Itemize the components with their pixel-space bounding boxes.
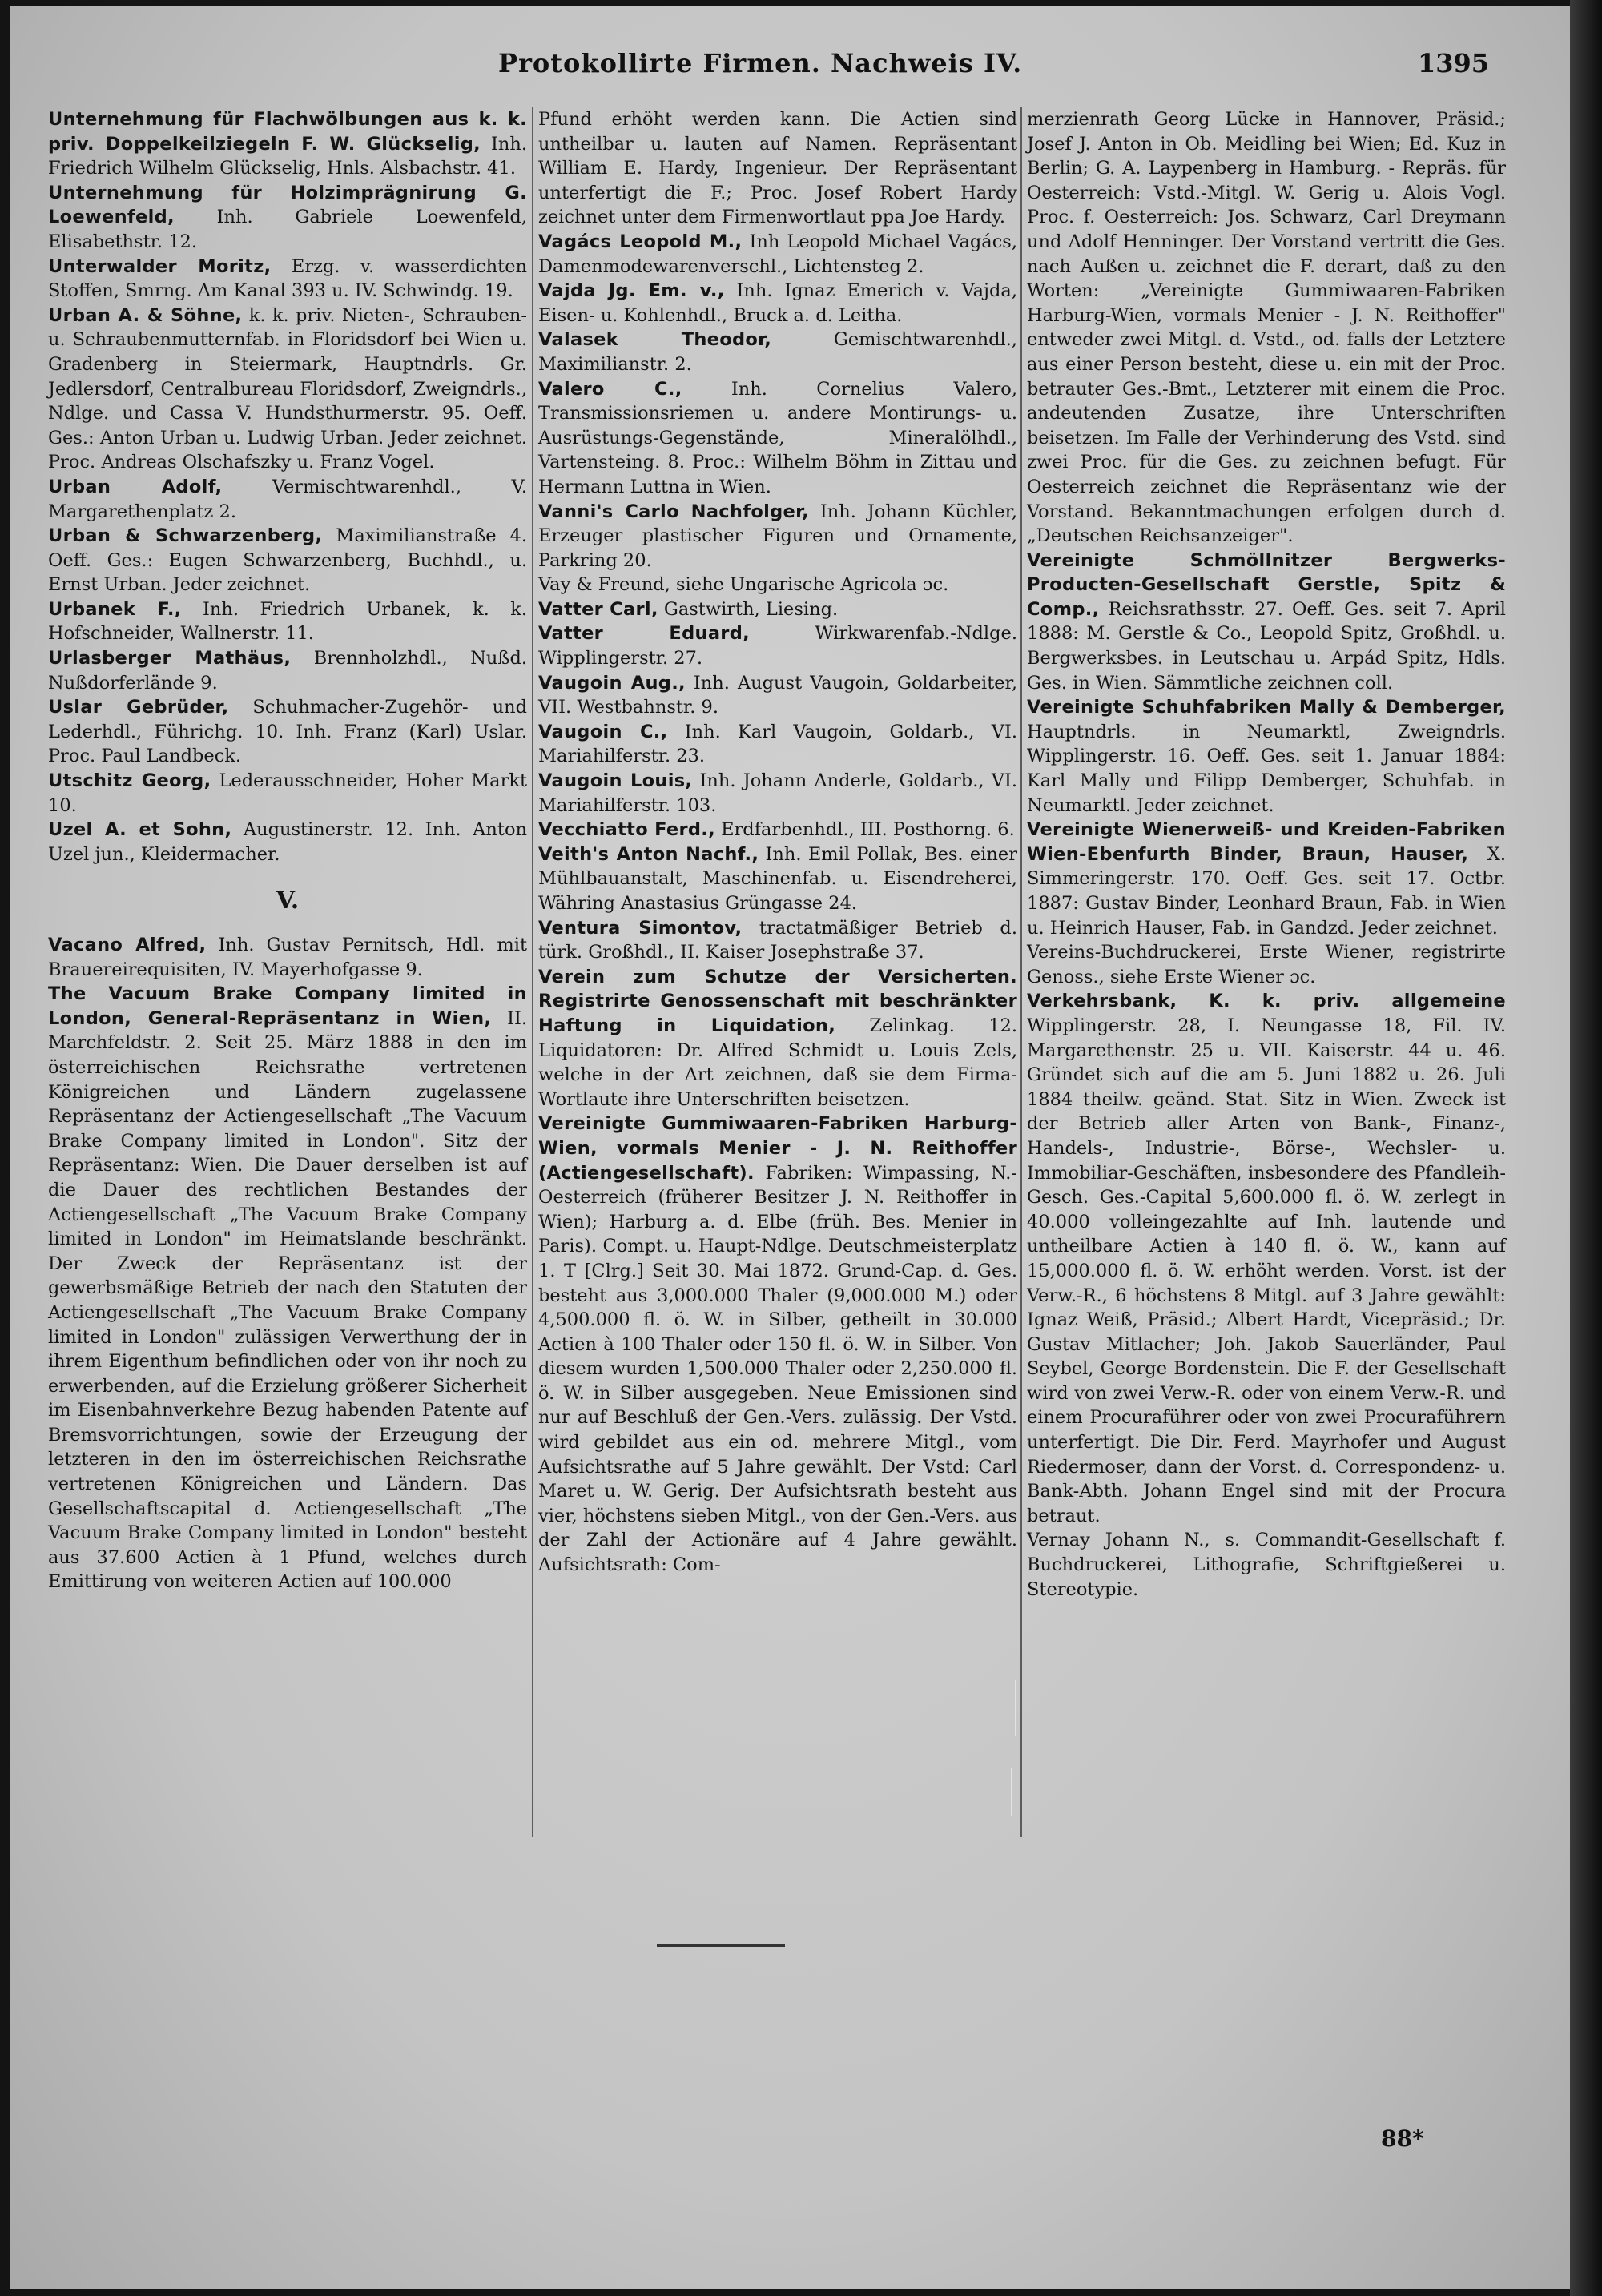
firm-name: Vatter Carl,	[538, 598, 658, 620]
firm-name: Verein zum Schutze der Versicherten. Registrirte Genossenschaft mit beschränkter Haftung in Liquidation,	[538, 966, 1017, 1036]
section-letter: V.	[276, 887, 300, 915]
firm-name: Vaugoin Aug.,	[538, 672, 686, 694]
closing-rule	[657, 1944, 785, 1947]
firm-name: The Vacuum Brake Company limited in London, General-Repräsentanz in Wien,	[48, 983, 527, 1029]
firm-name: Valasek Theodor,	[538, 329, 772, 351]
directory-entry	[538, 573, 1017, 597]
directory-entry	[538, 328, 1017, 376]
firm-details: k. k. priv. Nieten-, Schrauben- u. Schraubenmutternfab. in Floridsdorf bei Wien u. Gradenberg in Steiermark, Hauptndrls. Gr. Jedlersdorf, Centralbureau Floridsdorf, Zweigndrls., Ndlge. und Cassa V. Hundsthurmerstr. 95. Oeff. Ges.: Anton Urban u. Ludwig Urban. Jeder zeichnet. Proc. Andreas Olschafszky u. Franz Vogel.	[48, 304, 528, 473]
firm-details: Maximilianstraße 4. Oeff. Ges.: Eugen Schwarzenberg, Buchhdl., u. Ernst Urban. Jeder zeichnet.	[48, 525, 527, 596]
firm-details: tractatmäßiger Betrieb d. türk. Großhdl., II. Kaiser Josephstraße 37.	[538, 917, 1017, 963]
firm-name: Uzel A. et Sohn,	[48, 819, 232, 841]
firm-details: Fabriken: Wimpassing, N.-Oesterreich (früherer Besitzer J. N. Reithoffer in Wien); Harburg a. d. Elbe (früh. Bes. Menier in Paris). Compt. u. Haupt-Ndlge. Deutschmeisterplatz 1. T [Clrg.] Seit 30. Mai 1872. Grund-Cap. d. Ges. besteht aus 3,000.000 Thaler (9,000.000 M.) oder 4,500.000 fl. ö. W. in Silber, getheilt in 30.000 Actien à 100 Thaler oder 150 fl. ö. W. in Silber. Von diesem wurden 1,500.000 Thaler oder 2,250.000 fl. ö. W. in Silber ausgegeben. Neue Emissionen sind nur auf Beschluß der Gen.-Vers. zulässig. Der Vstd. wird gebildet aus ein od. mehrere Mitgl., vom Aufsichtsrathe auf 5 Jahre gewählt. Der Vstd: Carl Maret u. W. Gerig. Der Aufsichtsrath besteht aus vier, höchstens sieben Mitgl., von der Gen.-Vers. aus der Zahl der Actionäre auf 4 Jahre gewählt. Aufsichtsrath: Com-	[538, 1162, 1017, 1576]
firm-details: Gemischtwarenhdl., Maximilianstr. 2.	[538, 329, 1018, 375]
firm-details: Zelinkag. 12. Liquidatoren: Dr. Alfred Schmidt u. Louis Zels, welche in der Art zeichnen, daß sie dem Firma-Wortlaute ihre Unterschriften beisetzen.	[538, 1015, 1017, 1110]
directory-entry	[48, 304, 527, 475]
firm-name: Uslar Gebrüder,	[48, 697, 229, 718]
column-right	[1027, 107, 1506, 1602]
firm-name: Unternehmung für Flachwölbungen aus k. k. priv. Doppelkeilziegeln F. W. Glückselig,	[48, 109, 527, 155]
firm-details: Brennholzhdl., Nußd. Nußdorferlände 9.	[48, 648, 528, 694]
firm-name: Vereinigte Schuhfabriken Mally & Demberger,	[1027, 697, 1506, 718]
film-scratch	[1015, 1680, 1016, 1736]
directory-entry	[1027, 549, 1506, 696]
directory-entry	[48, 597, 527, 646]
firm-name: Vagács Leopold M.,	[538, 231, 743, 252]
firm-details: merzienrath Georg Lücke in Hannover, Präsid.; Josef J. Anton in Ob. Meidling bei Wien; Ed. Kuz in Berlin; G. A. Laypenberg in Hamburg. - Repräs. für Oesterreich: Vstd.-Mitgl. W. Gerig u. Alois Vogl. Proc. f. Oesterreich: Jos. Schwarz, Carl Dreymann und Adolf Henninger. Der Vorstand vertritt die Ges. nach Außen u. zeichnet die F. derart, daß zu den Worten: „Vereinigte Gummiwaaren-Fabriken Harburg-Wien, vormals Menier - J. N. Reithoffer" entweder zwei Mitgl. d. Vstd., od. falls der Letztere aus einer Person besteht, diese u. ein mit der Proc. betrauter Ges.-Bmt., Letzterer mit einem die Proc. andeutenden Zusatze, ihre Unterschriften beisetzen. Im Falle der Verhinderung des Vstd. sind zwei Proc. für die Ges. zu zeichnen befugt. Für Oesterreich zeichnet die Repräsentanz wie der Vorstand. Bekanntmachungen erfolgen durch d. „Deutschen Reichsanzeiger".	[1027, 109, 1506, 547]
directory-entry	[538, 769, 1017, 818]
firm-name: Urban A. & Söhne,	[48, 304, 243, 326]
film-scratch	[1011, 1768, 1012, 1816]
directory-entry	[48, 646, 527, 695]
firm-details: Erdfarbenhdl., III. Posthorng. 6.	[721, 819, 1015, 841]
firm-name: Vaugoin C.,	[538, 721, 668, 742]
page-number: 1395	[1418, 48, 1490, 78]
page-edge-shadow	[1570, 0, 1602, 2296]
directory-entry	[1027, 695, 1506, 818]
directory-entry	[1027, 989, 1506, 1528]
firm-details: Inh Leopold Michael Vagács, Damenmodewarenverschl., Lichtensteg 2.	[538, 231, 1017, 277]
firm-details: Inh. Gabriele Loewenfeld, Elisabethstr. 12.	[48, 207, 527, 252]
directory-entry	[1027, 107, 1506, 549]
directory-entry	[48, 107, 527, 181]
directory-entry	[538, 916, 1017, 965]
firm-details: Reichsrathsstr. 27. Oeff. Ges. seit 7. April 1888: M. Gerstle & Co., Leopold Spitz, Großhdl. u. Bergwerksbes. in Leutschau u. Arpád Spitz, Hdls. Ges. in Wien. Sämmtliche zeichnen coll.	[1027, 598, 1506, 694]
firm-details: Gastwirth, Liesing.	[663, 598, 839, 620]
firm-name: Urlasberger Mathäus,	[48, 648, 292, 669]
firm-name: Verkehrsbank, K. k. priv. allgemeine	[1027, 991, 1506, 1012]
signature-mark: 88*	[1381, 2125, 1424, 2152]
directory-entry	[538, 720, 1017, 769]
firm-details: Inh. Emil Pollak, Bes. einer Mühlbauanstalt, Maschinenfab. u. Eisendreherei, Währing Anastasius Grüngasse 24.	[538, 843, 1017, 914]
scanned-page	[10, 6, 1573, 2289]
column-middle	[538, 107, 1017, 1578]
directory-entry	[538, 230, 1017, 279]
directory-entry	[538, 842, 1017, 916]
firm-name: Valero C.,	[538, 378, 682, 400]
firm-details: Erzg. v. wasserdichten Stoffen, Smrng. Am Kanal 393 u. IV. Schwindg. 19.	[48, 255, 528, 302]
firm-details: Inh. Karl Vaugoin, Goldarb., VI. Mariahilferstr. 23.	[538, 721, 1018, 767]
firm-details: Pfund erhöht werden kann. Die Actien sind untheilbar u. lauten auf Namen. Repräsentant William E. Hardy, Ingenieur. Der Repräsentant unterfertigt die F.; Proc. Josef Robert Hardy zeichnet unter dem Firmenwortlaut ppa Joe Hardy.	[538, 109, 1017, 228]
firm-name: Vacano Alfred,	[48, 935, 207, 955]
firm-name: Vereinigte Schmöllnitzer Bergwerks-Producten-Gesellschaft Gerstle, Spitz & Comp.,	[1027, 549, 1506, 620]
directory-entry	[538, 818, 1017, 842]
firm-details: Vernay Johann N., s. Commandit-Gesellschaft f. Buchdruckerei, Lithografie, Schriftgießerei u. Stereotypie.	[1027, 1530, 1506, 1600]
directory-entry	[538, 965, 1017, 1112]
directory-entry	[48, 181, 527, 255]
directory-entry	[48, 255, 527, 304]
firm-details: Hauptndrls. in Neumarktl, Zweigndrls. Wipplingerstr. 16. Oeff. Ges. seit 1. Januar 1884: Karl Mally und Filipp Demberger, Schuhfab. in Neumarktl. Jeder zeichnet.	[1027, 721, 1506, 816]
firm-details: Inh. Johann Anderle, Goldarb., VI. Mariahilferstr. 103.	[538, 770, 1018, 816]
directory-entry	[48, 769, 527, 818]
firm-name: Utschitz Georg,	[48, 770, 211, 792]
firm-name: Unternehmung für Holzimprägnirung G. Loewenfeld,	[48, 182, 527, 228]
firm-details: Inh. Johann Küchler, Erzeuger plastischer Figuren und Ornamente, Parkring 20.	[538, 501, 1018, 571]
firm-details: Inh. Gustav Pernitsch, Hdl. mit Brauereirequisiten, IV. Mayerhofgasse 9.	[48, 935, 527, 980]
directory-entry	[48, 475, 527, 524]
firm-details: Vay & Freund, siehe Ungarische Agricola ɔc.	[538, 574, 949, 596]
firm-details: Inh. Friedrich Urbanek, k. k. Hofschneider, Wallnerstr. 11.	[48, 598, 527, 645]
column-divider-left	[532, 107, 533, 1837]
firm-name: Vecchiatto Ferd.,	[538, 819, 715, 841]
firm-name: Vajda Jg. Em. v.,	[538, 280, 725, 302]
firm-details: Lederausschneider, Hoher Markt 10.	[48, 770, 527, 816]
firm-details: Inh. Friedrich Wilhelm Glückselig, Hnls. Alsbachstr. 41.	[48, 133, 527, 179]
firm-name: Urbanek F.,	[48, 598, 182, 620]
directory-entry	[48, 818, 527, 867]
directory-entry	[48, 933, 527, 982]
firm-name: Urban Adolf,	[48, 476, 223, 497]
firm-name: Ventura Simontov,	[538, 917, 743, 939]
directory-entry	[538, 1112, 1017, 1577]
firm-details: Inh. August Vaugoin, Goldarbeiter, VII. Westbahnstr. 9.	[538, 672, 1017, 718]
firm-details: X. Simmeringerstr. 170. Oeff. Ges. seit 17. Octbr. 1887: Gustav Binder, Leonhard Braun, Fab. in Wien u. Heinrich Hauser, Fab. in Gandzd. Jeder zeichnet.	[1027, 843, 1506, 939]
directory-entry	[538, 500, 1017, 573]
firm-name: Vaugoin Louis,	[538, 770, 693, 792]
firm-details: Schuhmacher-Zugehör- und Lederhdl., Führichg. 10. Inh. Franz (Karl) Uslar. Proc. Paul Landbeck.	[48, 697, 528, 767]
firm-details: Wipplingerstr. 28, I. Neungasse 18, Fil. IV. Margarethenstr. 25 u. VII. Kaiserstr. 44 u. 46. Gründet sich auf die am 5. Juni 1882 u. 26. Juli 1884 theilw. geänd. Stat. Sitz in Wien. Zweck ist der Betrieb aller Arten von Bank-, Finanz-, Handels-, Industrie-, Börse-, Wechsler- u. Immobiliar-Geschäften, insbesondere des Pfandleih-Gesch. Ges.-Capital 5,600.000 fl. ö. W. zerlegt in 40.000 volleingezahlte auf Inh. lautende und untheilbare Actien à 140 fl. ö. W., kann auf 15,000.000 fl. ö. W. erhöht werden. Vorst. ist der Verw.-R., 6 höchstens 8 Mitgl. auf 3 Jahre gewählt: Ignaz Weiß, Präsid.; Albert Hardt, Vicepräsid.; Dr. Gustav Mitlacher; Joh. Jakob Sauerländer, Paul Seybel, George Bordenstein. Die F. der Gesellschaft wird von zwei Verw.-R. oder von einem Verw.-R. und einem Procuraführer oder von zwei Procuraführern unterfertigt. Die Dir. Ferd. Mayrhofer und August Riedermoser, dann der Vorst. d. Correspondenz- u. Bank-Abth. Johann Engel sind mit der Procura betraut.	[1027, 1015, 1506, 1526]
directory-entry	[538, 279, 1017, 328]
directory-entry	[538, 597, 1017, 622]
firm-name: Vereinigte Wienerweiß- und Kreiden-Fabriken Wien-Ebenfurth Binder, Braun, Hauser,	[1027, 819, 1506, 865]
firm-details: Inh. Ignaz Emerich v. Vajda, Eisen- u. Kohlenhdl., Bruck a. d. Leitha.	[538, 280, 1017, 326]
directory-entry	[48, 695, 527, 769]
firm-name: Veith's Anton Nachf.,	[538, 843, 759, 865]
directory-entry	[538, 377, 1017, 500]
firm-name: Vanni's Carlo Nachfolger,	[538, 501, 810, 522]
column-left	[48, 107, 527, 1594]
directory-entry	[538, 621, 1017, 670]
firm-name: Unterwalder Moritz,	[48, 255, 272, 277]
directory-entry	[1027, 1528, 1506, 1602]
running-header: Protokollirte Firmen. Nachweis IV.	[498, 48, 1023, 78]
directory-entry	[1027, 940, 1506, 989]
directory-entry	[1027, 818, 1506, 940]
firm-details: Augustinerstr. 12. Inh. Anton Uzel jun., Kleidermacher.	[48, 819, 528, 865]
directory-entry	[538, 671, 1017, 720]
firm-name: Vatter Eduard,	[538, 623, 750, 645]
firm-details: II. Marchfeldstr. 2. Seit 25. März 1888 in den im österreichischen Reichsrathe vertretenen Königreichen und Ländern zugelassene Repräsentanz der Actiengesellschaft „The Vacuum Brake Company limited in London". Sitz der Repräsentanz: Wien. Die Dauer derselben ist auf die Dauer des rechtlichen Bestandes der Actiengesellschaft „The Vacuum Brake Company limited in London" im Heimatslande beschränkt. Der Zweck der Repräsentanz ist der gewerbsmäßige Betrieb der nach den Statuten der Actiengesellschaft „The Vacuum Brake Company limited in London" zulässigen Verwerthung der in ihrem Eigenthum befindlichen oder von ihr noch zu erwerbenden, auf die Erzielung größerer Sicherheit im Eisenbahnverkehre Bezug habenden Patente auf Bremsvorrichtungen, sowie der Erzeugung der letzteren in den im österreichischen Reichsrathe vertretenen Königreichen und Ländern. Das Gesellschaftscapital d. Actiengesellschaft „The Vacuum Brake Company limited in London" besteht aus 37.600 Actien à 1 Pfund, welches durch Emittirung von weiteren Actien auf 100.000	[48, 1007, 527, 1593]
firm-details: Vermischtwarenhdl., V. Margarethenplatz 2.	[48, 476, 527, 522]
directory-entry	[48, 524, 527, 597]
column-divider-right	[1020, 107, 1022, 1837]
firm-details: Inh. Cornelius Valero, Transmissionsriemen u. andere Montirungs- u. Ausrüstungs-Gegenstände, Mineralölhdl., Vartensteing. 8. Proc.: Wilhelm Böhm in Zittau und Hermann Luttna in Wien.	[538, 378, 1017, 497]
firm-name: Urban & Schwarzenberg,	[48, 525, 323, 547]
directory-entry	[538, 107, 1017, 230]
firm-name: Vereinigte Gummiwaaren-Fabriken Harburg-Wien, vormals Menier - J. N. Reithoffer (Actiengesellschaft).	[538, 1113, 1017, 1184]
directory-entry	[48, 982, 527, 1594]
firm-details: Vereins-Buchdruckerei, Erste Wiener, registrirte Genoss., siehe Erste Wiener ɔc.	[1027, 942, 1506, 987]
firm-details: Wirkwarenfab.-Ndlge. Wipplingerstr. 27.	[538, 623, 1017, 669]
